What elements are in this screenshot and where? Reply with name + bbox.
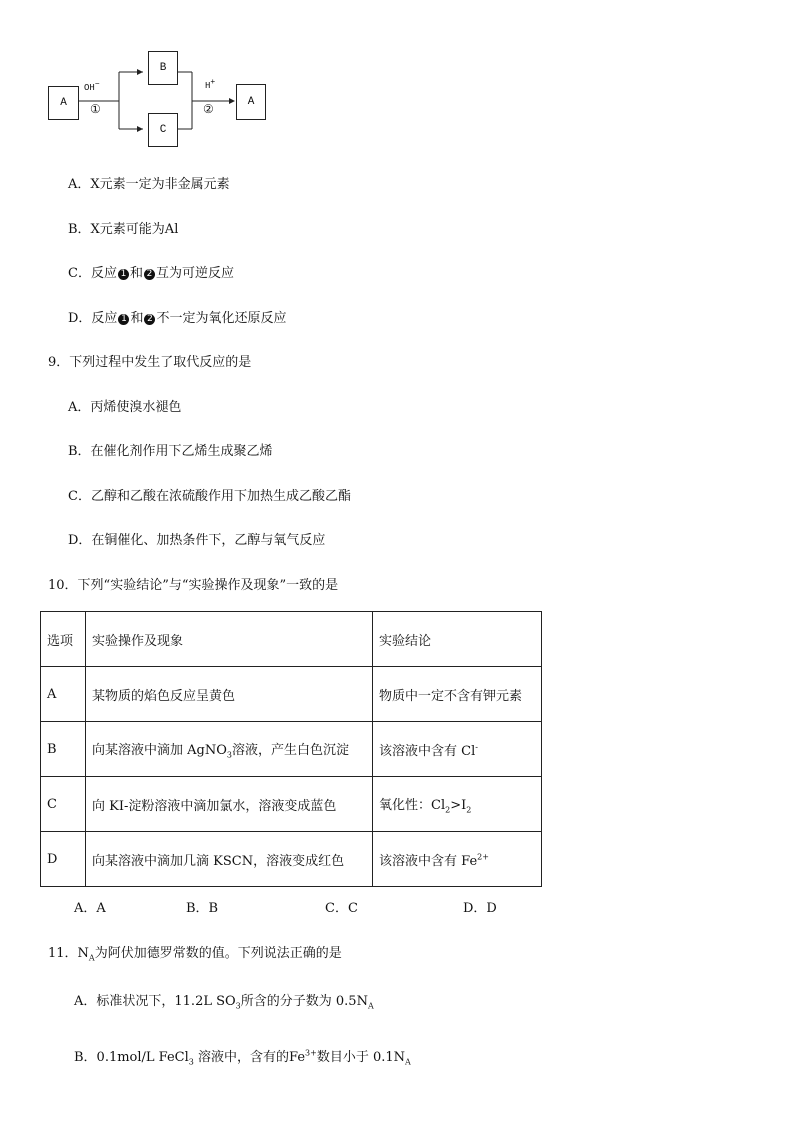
q8-option-a: A．X元素一定为非金属元素 [68,177,230,192]
row-operation: 向某溶液中滴加几滴 KSCN，溶液变成红色 [86,832,373,887]
reagent-sup: + [210,78,216,87]
subscript: 3 [235,1001,241,1011]
header-conclusion: 实验结论 [373,612,542,667]
text: C．反应 [68,266,117,281]
q9-option-a: A．丙烯使溴水褪色 [68,400,182,415]
superscript: 2+ [477,852,489,862]
row-operation: 向 KI-淀粉溶液中滴加氯水，溶液变成蓝色 [86,777,373,832]
q8-option-c [68,262,234,281]
step1-number: ① [90,102,101,116]
q9-option-d: D．在铜催化、加热条件下，乙醇与氧气反应 [68,533,326,548]
superscript: - [475,742,478,752]
circled-1-icon: 1 [118,269,129,280]
q9-option-b: B．在催化剂作用下乙烯生成聚乙烯 [68,444,273,459]
subscript: A [405,1057,411,1067]
circled-1-icon: 1 [118,314,129,325]
reagent-sup: − [94,80,100,89]
text: B．0.1mol/L FeCl [74,1050,189,1065]
subscript: 3 [226,750,232,760]
text: 互为可逆反应 [155,266,234,281]
row-conclusion [373,832,542,887]
q10-answer-d: D．D [463,901,497,916]
superscript: 3+ [305,1048,317,1058]
subscript: 2 [445,805,451,815]
q10-stem: 10．下列“实验结论”与“实验操作及现象”一致的是 [48,578,339,593]
text: 为阿伏加德罗常数的值。下列说法正确的是 [94,946,342,961]
reaction-diagram-lines [0,0,794,160]
box-label: A [247,96,255,108]
table-row [41,667,542,722]
row-conclusion [373,777,542,832]
reagent-text: OH [84,83,95,93]
box-label: B [159,62,167,74]
q11-option-a [74,990,374,1011]
header-option: 选项 [41,612,86,667]
reagent-text: H [205,81,211,91]
row-option: B [41,722,86,777]
text: 所含的分子数为 0.5N [240,994,368,1009]
text: 溶液，产生白色沉淀 [231,742,349,758]
q9-option-c: C．乙醇和乙酸在浓硫酸作用下加热生成乙酸乙酯 [68,489,351,504]
text: 和 [129,266,143,281]
table-row [41,722,542,777]
circled-2-icon: 2 [144,269,155,280]
step1-reagent [84,80,100,93]
table-row [41,832,542,887]
box-label: C [159,124,167,136]
circled-2-icon: 2 [144,314,155,325]
text: 不一定为氧化还原反应 [156,311,287,326]
q10-answer-b: B．B [186,901,219,916]
table-row [41,777,542,832]
text: 溶液中，含有的Fe [193,1050,306,1065]
text: 11．N [48,946,89,961]
q10-answer-c: C．C [325,901,358,916]
text: 该溶液中含有 Cl [379,743,476,759]
row-option: D [41,832,86,887]
diagram-box-a-left [48,86,79,120]
subscript: 2 [466,805,472,815]
box-label: A [60,97,67,109]
step2-reagent [205,78,215,91]
text: 该溶液中含有 Fe [379,853,478,869]
subscript: 3 [188,1057,194,1067]
text: >I [450,797,467,813]
row-conclusion [373,722,542,777]
q8-option-b: B．X元素可能为Al [68,222,179,237]
text: D．反应 [68,311,118,326]
text: A．标准状况下，11.2L SO [74,994,236,1009]
experiment-table [40,611,542,887]
diagram-box-a-right [236,84,266,120]
q11-option-b [74,1046,411,1067]
text: 和 [130,311,144,326]
subscript: A [88,953,95,963]
text: 数目小于 0.1N [316,1050,406,1065]
subscript: A [367,1001,374,1011]
header-operation: 实验操作及现象 [86,612,373,667]
text: 氧化性：Cl [379,797,446,813]
diagram-box-c [148,113,178,147]
row-option: C [41,777,86,832]
text: 向某溶液中滴加 AgNO [92,742,227,758]
row-operation: 某物质的焰色反应呈黄色 [86,667,373,722]
table-header-row [41,612,542,667]
q9-stem: 9．下列过程中发生了取代反应的是 [48,355,252,370]
row-conclusion: 物质中一定不含有钾元素 [373,667,542,722]
step2-number: ② [203,102,214,116]
q8-option-d [68,307,286,326]
q11-stem [48,942,342,963]
row-option: A [41,667,86,722]
row-operation [86,722,373,777]
q10-answer-a: A．A [74,901,106,916]
diagram-box-b [148,51,178,85]
